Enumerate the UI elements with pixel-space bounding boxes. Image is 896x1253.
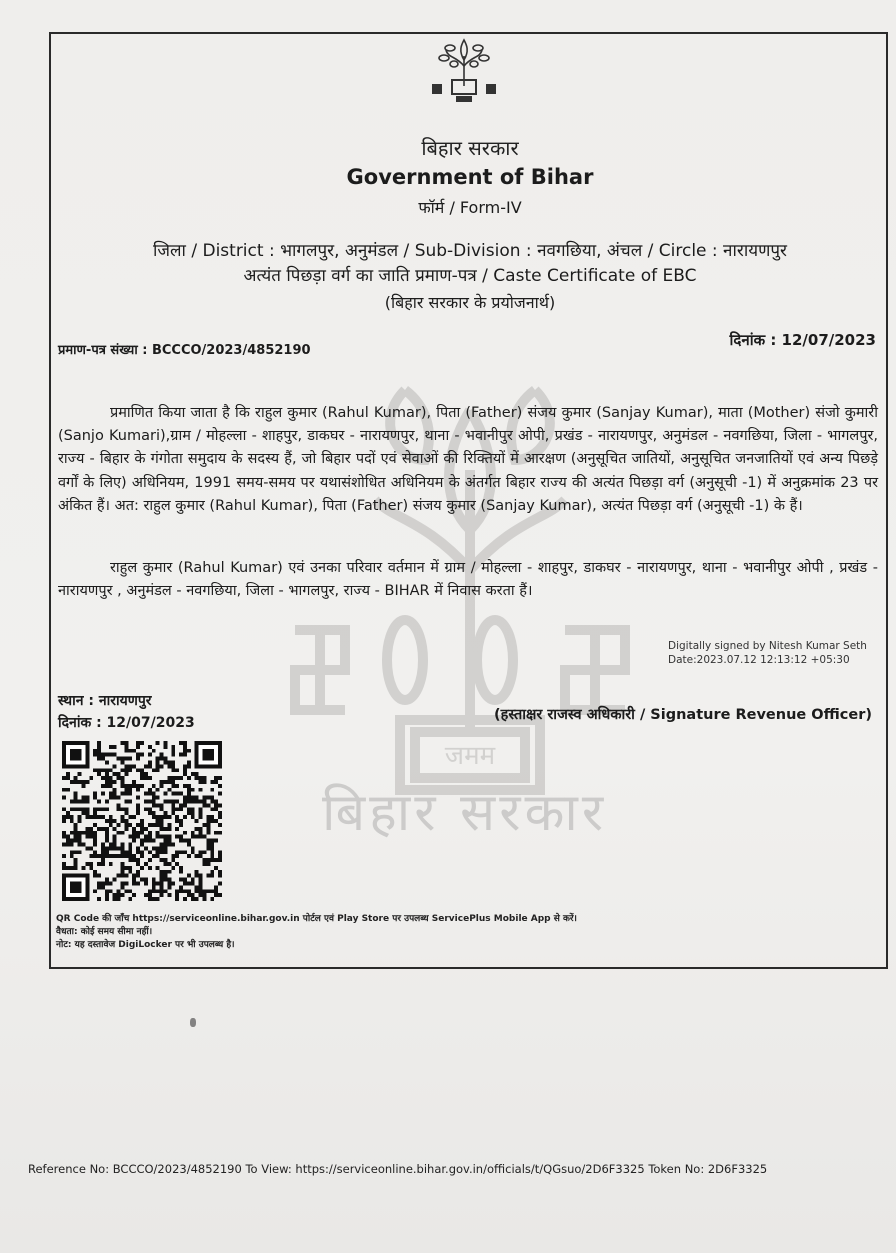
reference-footer: Reference No: BCCCO/2023/4852190 To View: https://serviceonline.bihar.gov.in/officials/t/QGsuo/2D6F3325 Token No: 2D6F3325 [28, 1162, 768, 1176]
qr-note: QR Code की जाँच https://serviceonline.bihar.gov.in पोर्टल एवं Play Store पर उपलब्ध ServicePlus Mobile App से करें। [56, 914, 577, 924]
verification-notes [56, 913, 577, 952]
location-line: जिला / District : भागलपुर, अनुमंडल / Sub-Division : नवगछिया, अंचल / Circle : नारायणपुर [153, 241, 787, 261]
digilocker-note: नोट: यह दस्तावेज DigiLocker पर भी उपलब्ध है। [56, 940, 235, 950]
residence-paragraph: राहुल कुमार (Rahul Kumar) एवं उनका परिवार वर्तमान में ग्राम / मोहल्ला - शाहपुर, डाकघर - नारायणपुर, थाना - भवानीपुर ओपी , प्रखंड - नारायणपुर , अनुमंडल - नवगछिया, जिला - भागलपुर, राज्य - BIHAR में निवास करता हैं। [58, 560, 878, 600]
place-date-block [58, 690, 195, 734]
title-english: Government of Bihar [346, 165, 594, 189]
bodhi-tree-emblem-icon [428, 36, 500, 108]
certificate-title: अत्यंत पिछड़ा वर्ग का जाति प्रमाण-पत्र / Caste Certificate of EBC [243, 266, 697, 286]
digital-signature-date: Date:2023.07.12 12:13:12 +05:30 [668, 654, 850, 666]
certificate-purpose: (बिहार सरकार के प्रयोजनार्थ) [384, 293, 556, 312]
digital-signature-signer: Digitally signed by Nitesh Kumar Seth [668, 640, 867, 652]
certificate-date: दिनांक : 12/07/2023 [729, 331, 876, 349]
qr-code-icon[interactable] [62, 741, 222, 901]
form-label: फॉर्म / Form-IV [418, 198, 522, 217]
watermark-logo-label: जमम [444, 741, 496, 771]
certificate-number: प्रमाण-पत्र संख्या : BCCCO/2023/4852190 [58, 343, 311, 358]
title-hindi: बिहार सरकार [421, 136, 519, 160]
place-label: स्थान : नारायणपुर [58, 693, 152, 709]
signing-date: दिनांक : 12/07/2023 [58, 715, 195, 731]
paper-mark [190, 1018, 196, 1027]
watermark-text: बिहार सरकार [322, 783, 608, 843]
certificate-body-paragraph: प्रमाणित किया जाता है कि राहुल कुमार (Rahul Kumar), पिता (Father) संजय कुमार (Sanjay Kumar), माता (Mother) संजो कुमारी (Sanjo Kumari),ग्राम / मोहल्ला - शाहपुर, डाकघर - नारायणपुर, थाना - भवानीपुर ओपी, प्रखंड - नारायणपुर, अनुमंडल - नवगछिया, जिला - भागलपुर, राज्य - बिहार के गंगोता समुदाय के सदस्य हैं, जो बिहार पदों एवं सेवाओं की रिक्तियों में आरक्षण (अनुसूचित जातियों, अनुसूचित जनजातियों एवं अन्य पिछड़े वर्गों के लिए) अधिनियम, 1991 समय-समय पर यथासंशोधित अधिनियम के अंतर्गत बिहार राज्य की अत्यंत पिछड़ा वर्ग (अनुसूची -1) में अनुक्रमांक 23 पर अंकित हैं। अत: राहुल कुमार (Rahul Kumar), पिता (Father) संजय कुमार (Sanjay Kumar), अत्यंत पिछड़ा वर्ग (अनुसूची -1) के हैं। [58, 405, 878, 514]
digital-signature [668, 639, 867, 667]
signature-officer-label: (हस्ताक्षर राजस्व अधिकारी / Signature Revenue Officer) [494, 707, 872, 723]
validity-note: वैधता: कोई समय सीमा नहीं। [56, 927, 153, 937]
